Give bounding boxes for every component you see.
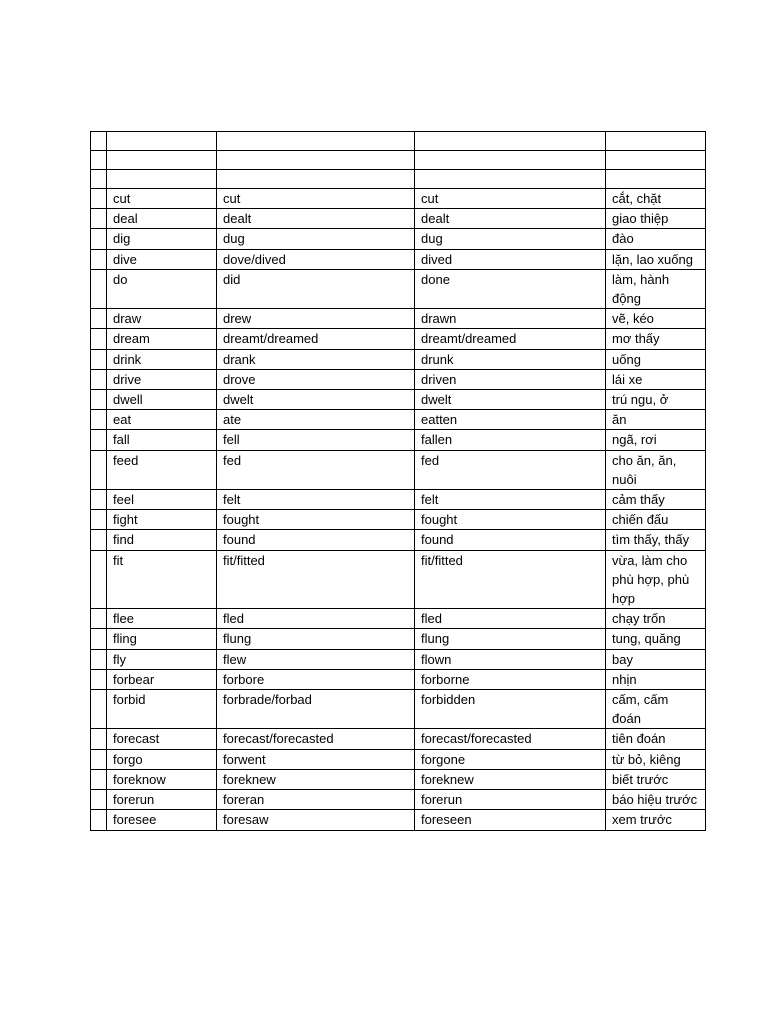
empty-table-row <box>91 170 706 189</box>
past-participle-cell: found <box>415 530 606 550</box>
meaning-cell: vừa, làm cho phù hợp, phù hợp <box>606 550 706 609</box>
meaning-cell: xem trước <box>606 810 706 830</box>
base-form-cell: dream <box>107 329 217 349</box>
past-simple-cell: found <box>217 530 415 550</box>
base-form-cell: drive <box>107 369 217 389</box>
meaning-cell: mơ thấy <box>606 329 706 349</box>
past-participle-cell: driven <box>415 369 606 389</box>
table-row <box>91 269 706 308</box>
table-row <box>91 309 706 329</box>
past-participle-cell: forgone <box>415 749 606 769</box>
base-form-cell: dig <box>107 229 217 249</box>
past-simple-cell: forwent <box>217 749 415 769</box>
table-row <box>91 669 706 689</box>
base-form-cell: fit <box>107 550 217 609</box>
meaning-cell: chiến đấu <box>606 510 706 530</box>
meaning-cell: cắt, chặt <box>606 189 706 209</box>
meaning-cell: tiên đoán <box>606 729 706 749</box>
past-participle-cell: drawn <box>415 309 606 329</box>
base-form-cell: forbear <box>107 669 217 689</box>
meaning-cell: lái xe <box>606 369 706 389</box>
empty-cell <box>217 170 415 189</box>
meaning-cell: cho ăn, ăn, nuôi <box>606 450 706 489</box>
base-form-cell: dwell <box>107 390 217 410</box>
empty-cell <box>606 151 706 170</box>
index-cell <box>91 269 107 308</box>
past-simple-cell: fed <box>217 450 415 489</box>
past-simple-cell: dove/dived <box>217 249 415 269</box>
past-simple-cell: flung <box>217 629 415 649</box>
meaning-cell: vẽ, kéo <box>606 309 706 329</box>
table-row <box>91 430 706 450</box>
table-row <box>91 490 706 510</box>
index-cell <box>91 530 107 550</box>
index-cell <box>91 450 107 489</box>
past-participle-cell: fed <box>415 450 606 489</box>
base-form-cell: forecast <box>107 729 217 749</box>
past-participle-cell: foreseen <box>415 810 606 830</box>
empty-table-row <box>91 132 706 151</box>
past-simple-cell: dug <box>217 229 415 249</box>
table-row <box>91 410 706 430</box>
meaning-cell: tung, quăng <box>606 629 706 649</box>
past-simple-cell: foreran <box>217 790 415 810</box>
empty-cell <box>217 151 415 170</box>
index-cell <box>91 649 107 669</box>
table-row <box>91 390 706 410</box>
past-participle-cell: forecast/forecasted <box>415 729 606 749</box>
table-row <box>91 209 706 229</box>
past-simple-cell: foreknew <box>217 769 415 789</box>
base-form-cell: cut <box>107 189 217 209</box>
meaning-cell: chạy trốn <box>606 609 706 629</box>
table-row <box>91 550 706 609</box>
empty-cell <box>107 151 217 170</box>
meaning-cell: giao thiệp <box>606 209 706 229</box>
index-cell <box>91 490 107 510</box>
past-participle-cell: dug <box>415 229 606 249</box>
past-participle-cell: eatten <box>415 410 606 430</box>
base-form-cell: forerun <box>107 790 217 810</box>
base-form-cell: fling <box>107 629 217 649</box>
past-participle-cell: forborne <box>415 669 606 689</box>
meaning-cell: ngã, rơi <box>606 430 706 450</box>
past-simple-cell: fought <box>217 510 415 530</box>
past-participle-cell: dived <box>415 249 606 269</box>
table-row <box>91 229 706 249</box>
index-cell <box>91 769 107 789</box>
empty-cell <box>606 170 706 189</box>
meaning-cell: cảm thấy <box>606 490 706 510</box>
index-cell <box>91 390 107 410</box>
past-participle-cell: felt <box>415 490 606 510</box>
past-participle-cell: dwelt <box>415 390 606 410</box>
table-row <box>91 629 706 649</box>
past-participle-cell: fled <box>415 609 606 629</box>
table-row <box>91 690 706 729</box>
past-participle-cell: forerun <box>415 790 606 810</box>
base-form-cell: deal <box>107 209 217 229</box>
base-form-cell: feel <box>107 490 217 510</box>
past-simple-cell: dealt <box>217 209 415 229</box>
base-form-cell: do <box>107 269 217 308</box>
table-row <box>91 790 706 810</box>
meaning-cell: cấm, cấm đoán <box>606 690 706 729</box>
index-cell <box>91 309 107 329</box>
past-simple-cell: felt <box>217 490 415 510</box>
table-row <box>91 729 706 749</box>
table-row <box>91 349 706 369</box>
past-simple-cell: ate <box>217 410 415 430</box>
past-simple-cell: flew <box>217 649 415 669</box>
base-form-cell: feed <box>107 450 217 489</box>
index-cell <box>91 790 107 810</box>
index-cell <box>91 609 107 629</box>
index-cell <box>91 550 107 609</box>
base-form-cell: flee <box>107 609 217 629</box>
table-row <box>91 810 706 830</box>
table-row <box>91 450 706 489</box>
past-simple-cell: fit/fitted <box>217 550 415 609</box>
base-form-cell: fight <box>107 510 217 530</box>
past-simple-cell: dwelt <box>217 390 415 410</box>
past-simple-cell: cut <box>217 189 415 209</box>
past-participle-cell: fallen <box>415 430 606 450</box>
table-body <box>91 132 706 831</box>
past-participle-cell: flown <box>415 649 606 669</box>
meaning-cell: tìm thấy, thấy <box>606 530 706 550</box>
past-simple-cell: drove <box>217 369 415 389</box>
table-row <box>91 749 706 769</box>
past-participle-cell: drunk <box>415 349 606 369</box>
table-row <box>91 189 706 209</box>
table-row <box>91 369 706 389</box>
past-participle-cell: dreamt/dreamed <box>415 329 606 349</box>
base-form-cell: foreknow <box>107 769 217 789</box>
table-row <box>91 510 706 530</box>
base-form-cell: eat <box>107 410 217 430</box>
past-simple-cell: fell <box>217 430 415 450</box>
empty-cell <box>415 132 606 151</box>
meaning-cell: báo hiệu trước <box>606 790 706 810</box>
index-cell <box>91 410 107 430</box>
base-form-cell: forbid <box>107 690 217 729</box>
irregular-verbs-table <box>90 131 706 831</box>
past-participle-cell: dealt <box>415 209 606 229</box>
index-cell <box>91 749 107 769</box>
empty-table-row <box>91 151 706 170</box>
index-cell <box>91 151 107 170</box>
meaning-cell: từ bỏ, kiêng <box>606 749 706 769</box>
base-form-cell: find <box>107 530 217 550</box>
empty-cell <box>217 132 415 151</box>
past-simple-cell: forecast/forecasted <box>217 729 415 749</box>
table-row <box>91 769 706 789</box>
index-cell <box>91 510 107 530</box>
index-cell <box>91 629 107 649</box>
table-row <box>91 649 706 669</box>
past-simple-cell: fled <box>217 609 415 629</box>
empty-cell <box>415 151 606 170</box>
past-simple-cell: drew <box>217 309 415 329</box>
index-cell <box>91 249 107 269</box>
past-simple-cell: did <box>217 269 415 308</box>
meaning-cell: uống <box>606 349 706 369</box>
past-participle-cell: foreknew <box>415 769 606 789</box>
meaning-cell: nhịn <box>606 669 706 689</box>
meaning-cell: ăn <box>606 410 706 430</box>
past-participle-cell: forbidden <box>415 690 606 729</box>
base-form-cell: draw <box>107 309 217 329</box>
base-form-cell: forgo <box>107 749 217 769</box>
table-row <box>91 329 706 349</box>
past-simple-cell: dreamt/dreamed <box>217 329 415 349</box>
past-simple-cell: foresaw <box>217 810 415 830</box>
empty-cell <box>107 170 217 189</box>
empty-cell <box>107 132 217 151</box>
index-cell <box>91 369 107 389</box>
meaning-cell: lặn, lao xuống <box>606 249 706 269</box>
base-form-cell: dive <box>107 249 217 269</box>
base-form-cell: foresee <box>107 810 217 830</box>
index-cell <box>91 170 107 189</box>
base-form-cell: fly <box>107 649 217 669</box>
meaning-cell: đào <box>606 229 706 249</box>
index-cell <box>91 132 107 151</box>
index-cell <box>91 329 107 349</box>
past-participle-cell: done <box>415 269 606 308</box>
index-cell <box>91 729 107 749</box>
empty-cell <box>606 132 706 151</box>
table-row <box>91 609 706 629</box>
past-participle-cell: fit/fitted <box>415 550 606 609</box>
table-row <box>91 530 706 550</box>
index-cell <box>91 189 107 209</box>
base-form-cell: drink <box>107 349 217 369</box>
past-participle-cell: flung <box>415 629 606 649</box>
past-participle-cell: cut <box>415 189 606 209</box>
index-cell <box>91 690 107 729</box>
past-simple-cell: forbore <box>217 669 415 689</box>
index-cell <box>91 349 107 369</box>
meaning-cell: bay <box>606 649 706 669</box>
index-cell <box>91 430 107 450</box>
past-participle-cell: fought <box>415 510 606 530</box>
empty-cell <box>415 170 606 189</box>
index-cell <box>91 209 107 229</box>
index-cell <box>91 669 107 689</box>
past-simple-cell: drank <box>217 349 415 369</box>
index-cell <box>91 810 107 830</box>
meaning-cell: làm, hành động <box>606 269 706 308</box>
meaning-cell: biết trước <box>606 769 706 789</box>
meaning-cell: trú ngu, ở <box>606 390 706 410</box>
past-simple-cell: forbrade/forbad <box>217 690 415 729</box>
base-form-cell: fall <box>107 430 217 450</box>
table-row <box>91 249 706 269</box>
index-cell <box>91 229 107 249</box>
